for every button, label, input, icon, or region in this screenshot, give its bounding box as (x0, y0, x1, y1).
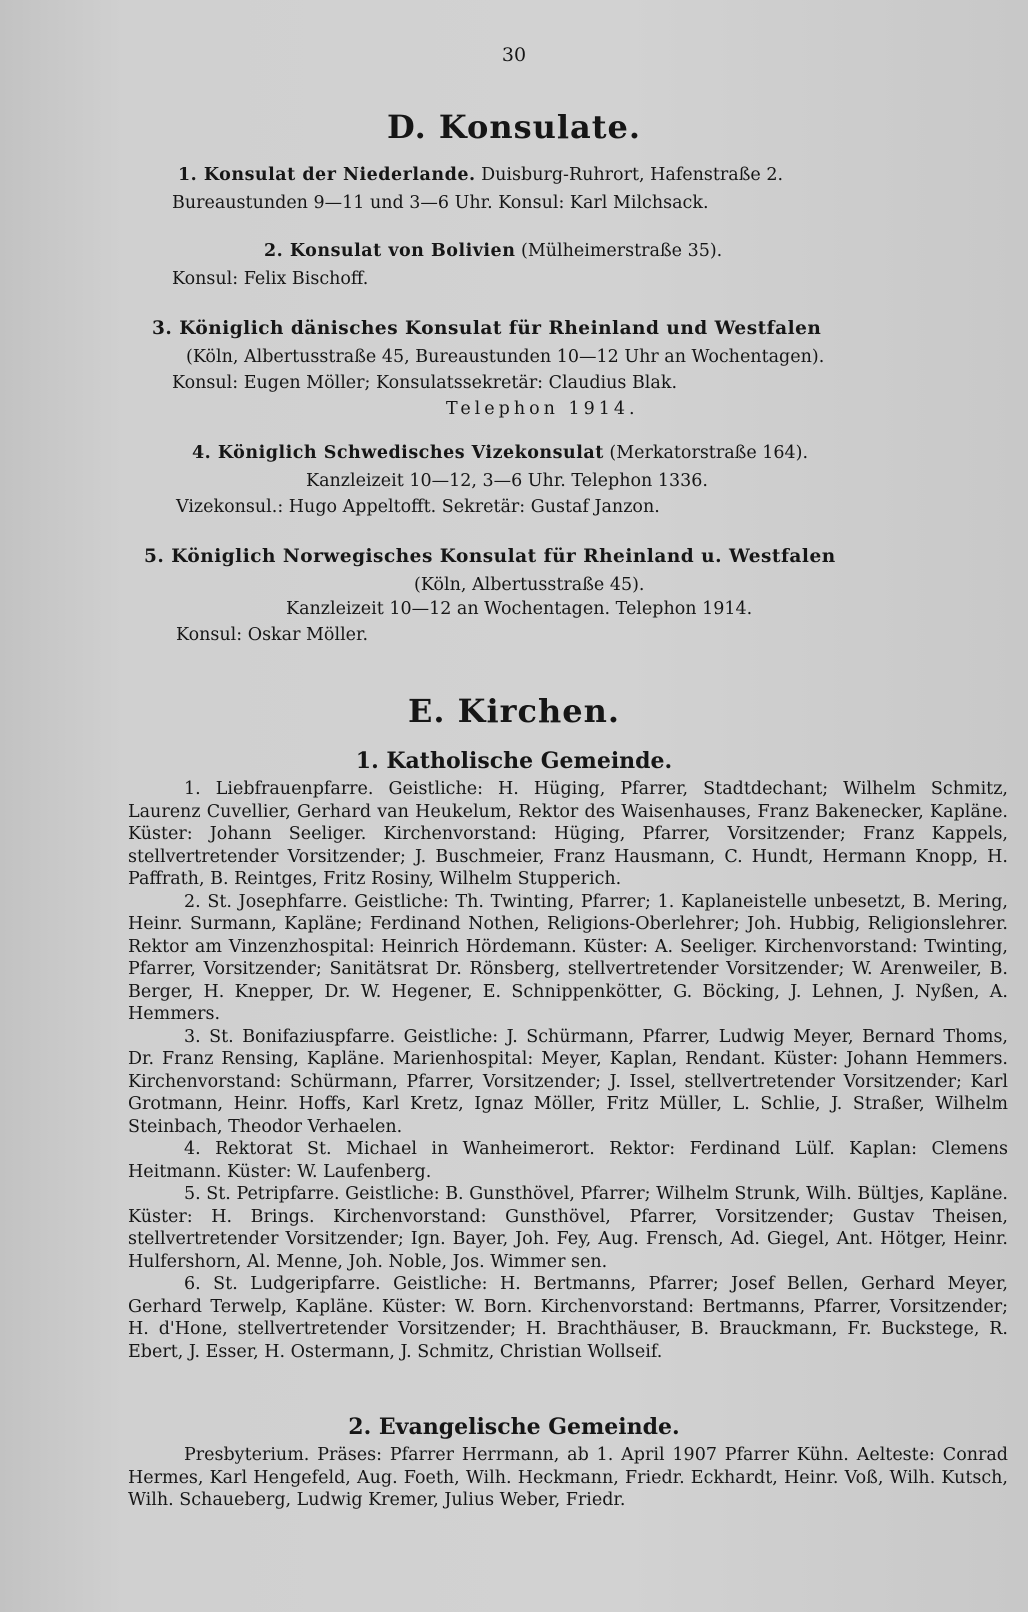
consulate-4-line-1 (192, 442, 808, 464)
parish-1: 1. Liebfrauenpfarre. Geistliche: H. Hüging, Pfarrer, Stadtdechant; Wilhelm Schmitz, Laurenz Cuvellier, Gerhard van Heukelum, Rektor des Waisenhauses, Franz Bakenecker, Kapläne. Küster: Johann Seeliger. Kirchenvorstand: Hüging, Pfarrer, Vorsitzender; Franz Kappels, stellvertretender Vorsitzender; J. Buschmeier, Franz Hausmann, C. Hundt, Hermann Knopp, H. Paffrath, B. Reintges, Fritz Rosiny, Wilhelm Stupperich. (128, 779, 1008, 889)
consulate-3-address: (Köln, Albertusstraße 45, Bureaustunden 10—12 Uhr an Wochentagen). (186, 347, 825, 367)
consulate-2-title: 2. Konsulat von Bolivien (264, 241, 516, 261)
consulate-4-hours: Kanzleizeit 10—12, 3—6 Uhr. Telephon 1336. (306, 471, 708, 491)
consulate-3-title: 3. Königlich dänisches Konsulat für Rheinland und Westfalen (152, 318, 822, 339)
consulate-4-title: 4. Königlich Schwedisches Vizekonsulat (192, 443, 604, 463)
consulate-3-consul: Konsul: Eugen Möller; Konsulatssekretär: Claudius Blak. (172, 373, 678, 393)
catholic-parishes (128, 778, 1008, 1363)
consulate-1-hours: Bureaustunden 9—11 und 3—6 Uhr. Konsul: Karl Milchsack. (172, 193, 709, 213)
protestant-heading: 2. Evangelische Gemeinde. (348, 1414, 680, 1440)
consulate-5-title: 5. Königlich Norwegisches Konsulat für Rheinland u. Westfalen (144, 546, 836, 567)
consulate-4-staff: Vizekonsul.: Hugo Appeltofft. Sekretär: Gustaf Janzon. (176, 497, 660, 517)
section-d-title: D. Konsulate. (386, 108, 642, 146)
consulate-1-line-1 (178, 164, 783, 186)
parish-4: 4. Rektorat St. Michael in Wanheimerort. Rektor: Ferdinand Lülf. Kaplan: Clemens Heitmann. Küster: W. Laufenberg. (128, 1139, 1008, 1182)
parish-6: 6. St. Ludgeripfarre. Geistliche: H. Bertmanns, Pfarrer; Josef Bellen, Gerhard Meyer, Gerhard Terwelp, Kapläne. Küster: W. Born. Kirchenvorstand: Bertmanns, Pfarrer, Vorsitzender; H. d'Hone, stellvertretender Vorsitzender; H. Brachthäuser, B. Brauckmann, Fr. Buckstege, R. Ebert, J. Esser, H. Ostermann, J. Schmitz, Christian Wollseif. (128, 1274, 1008, 1362)
section-e-title: E. Kirchen. (407, 692, 620, 730)
presbytery: Presbyterium. Präses: Pfarrer Herrmann, ab 1. April 1907 Pfarrer Kühn. Aelteste: Conrad Hermes, Karl Hengefeld, Aug. Foeth, Wilh. Heckmann, Friedr. Eckhardt, Heinr. Voß, Wilh. Kutsch, Wilh. Schaueberg, Ludwig Kremer, Julius Weber, Friedr. (128, 1445, 1008, 1510)
consulate-4-address: (Merkatorstraße 164). (609, 443, 809, 463)
consulate-5-address: (Köln, Albertusstraße 45). (414, 575, 645, 595)
catholic-heading: 1. Katholische Gemeinde. (355, 748, 673, 774)
consulate-5-hours: Kanzleizeit 10—12 an Wochentagen. Telephon 1914. (286, 599, 753, 619)
consulate-5-consul: Konsul: Oskar Möller. (176, 625, 369, 645)
parish-3: 3. St. Bonifaziuspfarre. Geistliche: J. Schürmann, Pfarrer, Ludwig Meyer, Bernard Thoms, Dr. Franz Rensing, Kapläne. Marienhospital: Meyer, Kaplan, Rendant. Küster: Johann Hemmers. Kirchenvorstand: Schürmann, Pfarrer, Vorsitzender; J. Issel, stellvertretender Vorsitzender; Karl Grotmann, Heinr. Hoffs, Karl Kretz, Ignaz Möller, Fritz Müller, L. Schlie, J. Straßer, Wilhelm Steinbach, Theodor Verhaelen. (128, 1026, 1008, 1137)
consulate-2-consul: Konsul: Felix Bischoff. (172, 269, 369, 289)
consulate-1-title: 1. Konsulat der Niederlande. (178, 165, 476, 185)
consulate-2-line-1 (264, 240, 722, 262)
parish-2: 2. St. Josephfarre. Geistliche: Th. Twinting, Pfarrer; 1. Kaplaneistelle unbesetzt, B. Mering, Heinr. Surmann, Kapläne; Ferdinand Nothen, Religions-Oberlehrer; Joh. Hubbig, Religionslehrer. Rektor am Vinzenzhospital: Heinrich Hördemann. Küster: A. Seeliger. Kirchenvorstand: Twinting, Pfarrer, Vorsitzender; Sanitätsrat Dr. Rönsberg, stellvertretender Vorsitzender; W. Arenweiler, B. Berger, H. Knepper, Dr. W. Hegener, E. Schnippenkötter, G. Böcking, J. Lehnen, J. Nyßen, A. Hemmers. (128, 891, 1008, 1024)
consulate-2-address: (Mülheimerstraße 35). (521, 241, 723, 261)
parish-5: 5. St. Petripfarre. Geistliche: B. Gunsthövel, Pfarrer; Wilhelm Strunk, Wilh. Bültjes, Kapläne. Küster: H. Brings. Kirchenvorstand: Gunsthövel, Pfarrer, Vorsitzender; Gustav Theisen, stellvertretender Vorsitzender; Ign. Bayer, Joh. Fey, Aug. Frensch, Ad. Giegel, Ant. Hötger, Heinr. Hulfershorn, Al. Menne, Joh. Noble, Jos. Wimmer sen. (128, 1184, 1008, 1272)
consulate-1-address: Duisburg-Ruhrort, Hafenstraße 2. (481, 165, 784, 185)
protestant-section (128, 1444, 1008, 1512)
page-number: 30 (501, 44, 527, 66)
consulate-3-telephone: Telephon 1914. (446, 399, 639, 419)
